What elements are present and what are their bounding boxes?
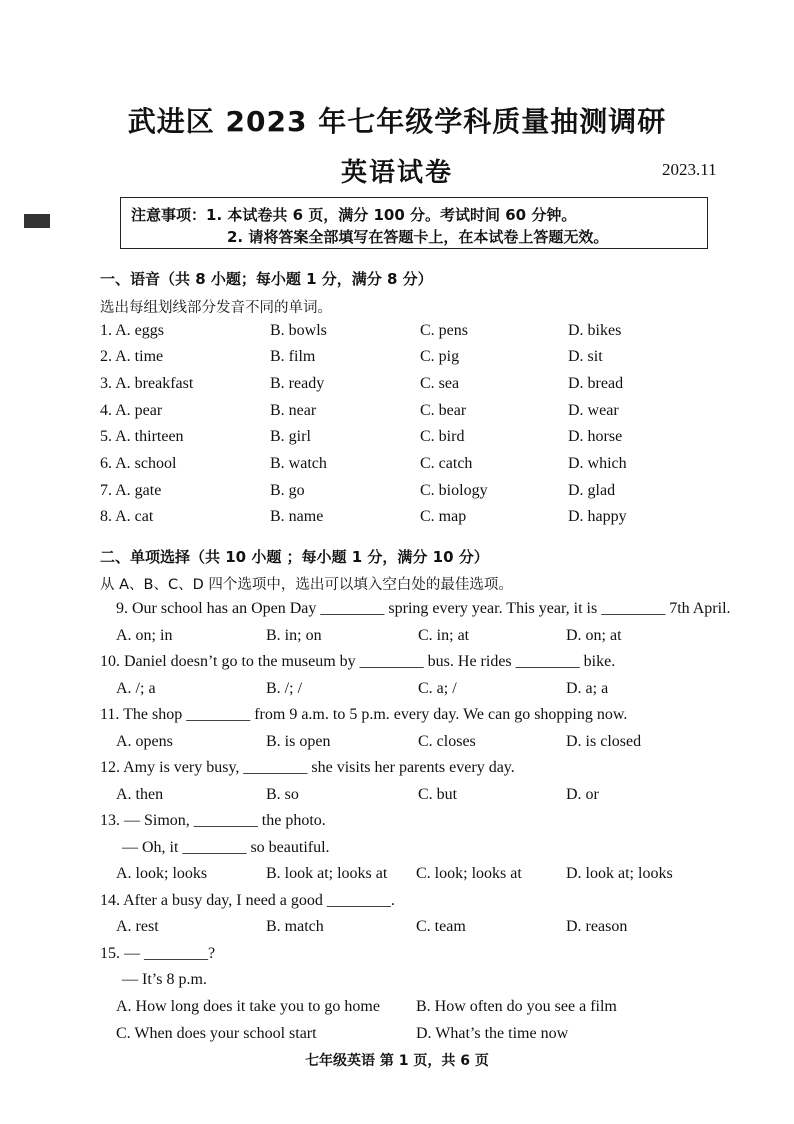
option: A. on; in bbox=[116, 627, 173, 644]
option: B. is open bbox=[266, 733, 331, 750]
option: B. How often do you see a film bbox=[416, 998, 617, 1015]
option: D. bikes bbox=[568, 322, 622, 339]
question-stem: — Oh, it ________ so beautiful. bbox=[122, 839, 330, 856]
option: A. opens bbox=[116, 733, 173, 750]
exam-date: 2023.11 bbox=[662, 160, 717, 179]
option: D. bread bbox=[568, 375, 624, 392]
section2-heading: 二、单项选择（共 10 小题 ；每小题 1 分，满分 10 分） bbox=[100, 548, 489, 566]
phonics-row bbox=[0, 428, 794, 450]
option: B. girl bbox=[270, 428, 311, 445]
option: C. map bbox=[420, 508, 467, 525]
options-row bbox=[0, 733, 794, 755]
option: 5. A. thirteen bbox=[100, 428, 184, 445]
notice-line-1: 注意事项：1. 本试卷共 6 页，满分 100 分。考试时间 60 分钟。 bbox=[131, 206, 577, 224]
phonics-row bbox=[0, 482, 794, 504]
option: D. wear bbox=[568, 402, 619, 419]
option: D. sit bbox=[568, 348, 603, 365]
option: 4. A. pear bbox=[100, 402, 163, 419]
option: C. in; at bbox=[418, 627, 470, 644]
option: B. look at; looks at bbox=[266, 865, 388, 882]
option: D. is closed bbox=[566, 733, 642, 750]
option: B. name bbox=[270, 508, 324, 525]
notice-box bbox=[120, 197, 708, 249]
phonics-row bbox=[0, 455, 794, 477]
option: B. near bbox=[270, 402, 317, 419]
option: D. What’s the time now bbox=[416, 1025, 569, 1042]
page-footer: 七年级英语 第 1 页，共 6 页 bbox=[305, 1053, 489, 1069]
phonics-row bbox=[0, 402, 794, 424]
option: A. How long does it take you to go home bbox=[116, 998, 380, 1015]
question-stem: 10. Daniel doesn’t go to the museum by ________ bus. He rides ________ bike. bbox=[100, 653, 616, 670]
option: D. glad bbox=[568, 482, 616, 499]
option: B. so bbox=[266, 786, 299, 803]
option: B. bowls bbox=[270, 322, 327, 339]
option: 6. A. school bbox=[100, 455, 177, 472]
options-row bbox=[0, 918, 794, 940]
option: C. but bbox=[418, 786, 458, 803]
option: D. a; a bbox=[566, 680, 609, 697]
question-stem: 9. Our school has an Open Day ________ spring every year. This year, it is ________ 7th April. bbox=[116, 600, 731, 617]
option: C. catch bbox=[420, 455, 473, 472]
options-row bbox=[0, 680, 794, 702]
exam-title: 武进区 2023 年七年级学科质量抽测调研 bbox=[127, 105, 667, 138]
scan-mark bbox=[24, 214, 50, 228]
option: C. pens bbox=[420, 322, 468, 339]
question-stem: 14. After a busy day, I need a good ________. bbox=[100, 892, 395, 909]
option: 3. A. breakfast bbox=[100, 375, 194, 392]
option: A. look; looks bbox=[116, 865, 208, 882]
option: C. bear bbox=[420, 402, 467, 419]
option: C. pig bbox=[420, 348, 460, 365]
option: B. watch bbox=[270, 455, 327, 472]
question-stem: 13. — Simon, ________ the photo. bbox=[100, 812, 326, 829]
phonics-row bbox=[0, 322, 794, 344]
option: 8. A. cat bbox=[100, 508, 154, 525]
option: D. happy bbox=[568, 508, 627, 525]
option: C. biology bbox=[420, 482, 488, 499]
option: A. then bbox=[116, 786, 164, 803]
section1-heading: 一、语音（共 8 小题；每小题 1 分，满分 8 分） bbox=[100, 270, 433, 288]
phonics-row bbox=[0, 508, 794, 530]
option: A. /; a bbox=[116, 680, 156, 697]
option: D. reason bbox=[566, 918, 628, 935]
options-row bbox=[0, 998, 794, 1020]
phonics-row bbox=[0, 375, 794, 397]
option: C. look; looks at bbox=[416, 865, 522, 882]
option: A. rest bbox=[116, 918, 159, 935]
option: D. look at; looks bbox=[566, 865, 673, 882]
exam-subtitle: 英语试卷 bbox=[340, 158, 453, 188]
option: B. film bbox=[270, 348, 316, 365]
notice-line-2: 2. 请将答案全部填写在答题卡上，在本试卷上答题无效。 bbox=[227, 228, 609, 246]
options-row bbox=[0, 627, 794, 649]
options-row bbox=[0, 865, 794, 887]
option: C. closes bbox=[418, 733, 476, 750]
option: 2. A. time bbox=[100, 348, 164, 365]
option: 1. A. eggs bbox=[100, 322, 164, 339]
option: D. or bbox=[566, 786, 599, 803]
option: B. /; / bbox=[266, 680, 303, 697]
option: B. go bbox=[270, 482, 305, 499]
question-stem: — It’s 8 p.m. bbox=[122, 971, 207, 988]
option: C. sea bbox=[420, 375, 460, 392]
options-row bbox=[0, 1025, 794, 1047]
options-row bbox=[0, 786, 794, 808]
option: B. ready bbox=[270, 375, 325, 392]
phonics-row bbox=[0, 348, 794, 370]
option: C. When does your school start bbox=[116, 1025, 317, 1042]
option: C. a; / bbox=[418, 680, 457, 697]
option: D. on; at bbox=[566, 627, 622, 644]
section1-instruction: 选出每组划线部分发音不同的单词。 bbox=[100, 300, 332, 316]
option: D. horse bbox=[568, 428, 623, 445]
option: C. bird bbox=[420, 428, 465, 445]
option: 7. A. gate bbox=[100, 482, 162, 499]
section2-instruction: 从 A、B、C、D 四个选项中，选出可以填入空白处的最佳选项。 bbox=[100, 577, 513, 593]
question-stem: 12. Amy is very busy, ________ she visits her parents every day. bbox=[100, 759, 515, 776]
question-stem: 15. — ________? bbox=[100, 945, 216, 962]
option: B. match bbox=[266, 918, 324, 935]
question-stem: 11. The shop ________ from 9 a.m. to 5 p.m. every day. We can go shopping now. bbox=[100, 706, 628, 723]
option: C. team bbox=[416, 918, 466, 935]
option: B. in; on bbox=[266, 627, 322, 644]
option: D. which bbox=[568, 455, 627, 472]
